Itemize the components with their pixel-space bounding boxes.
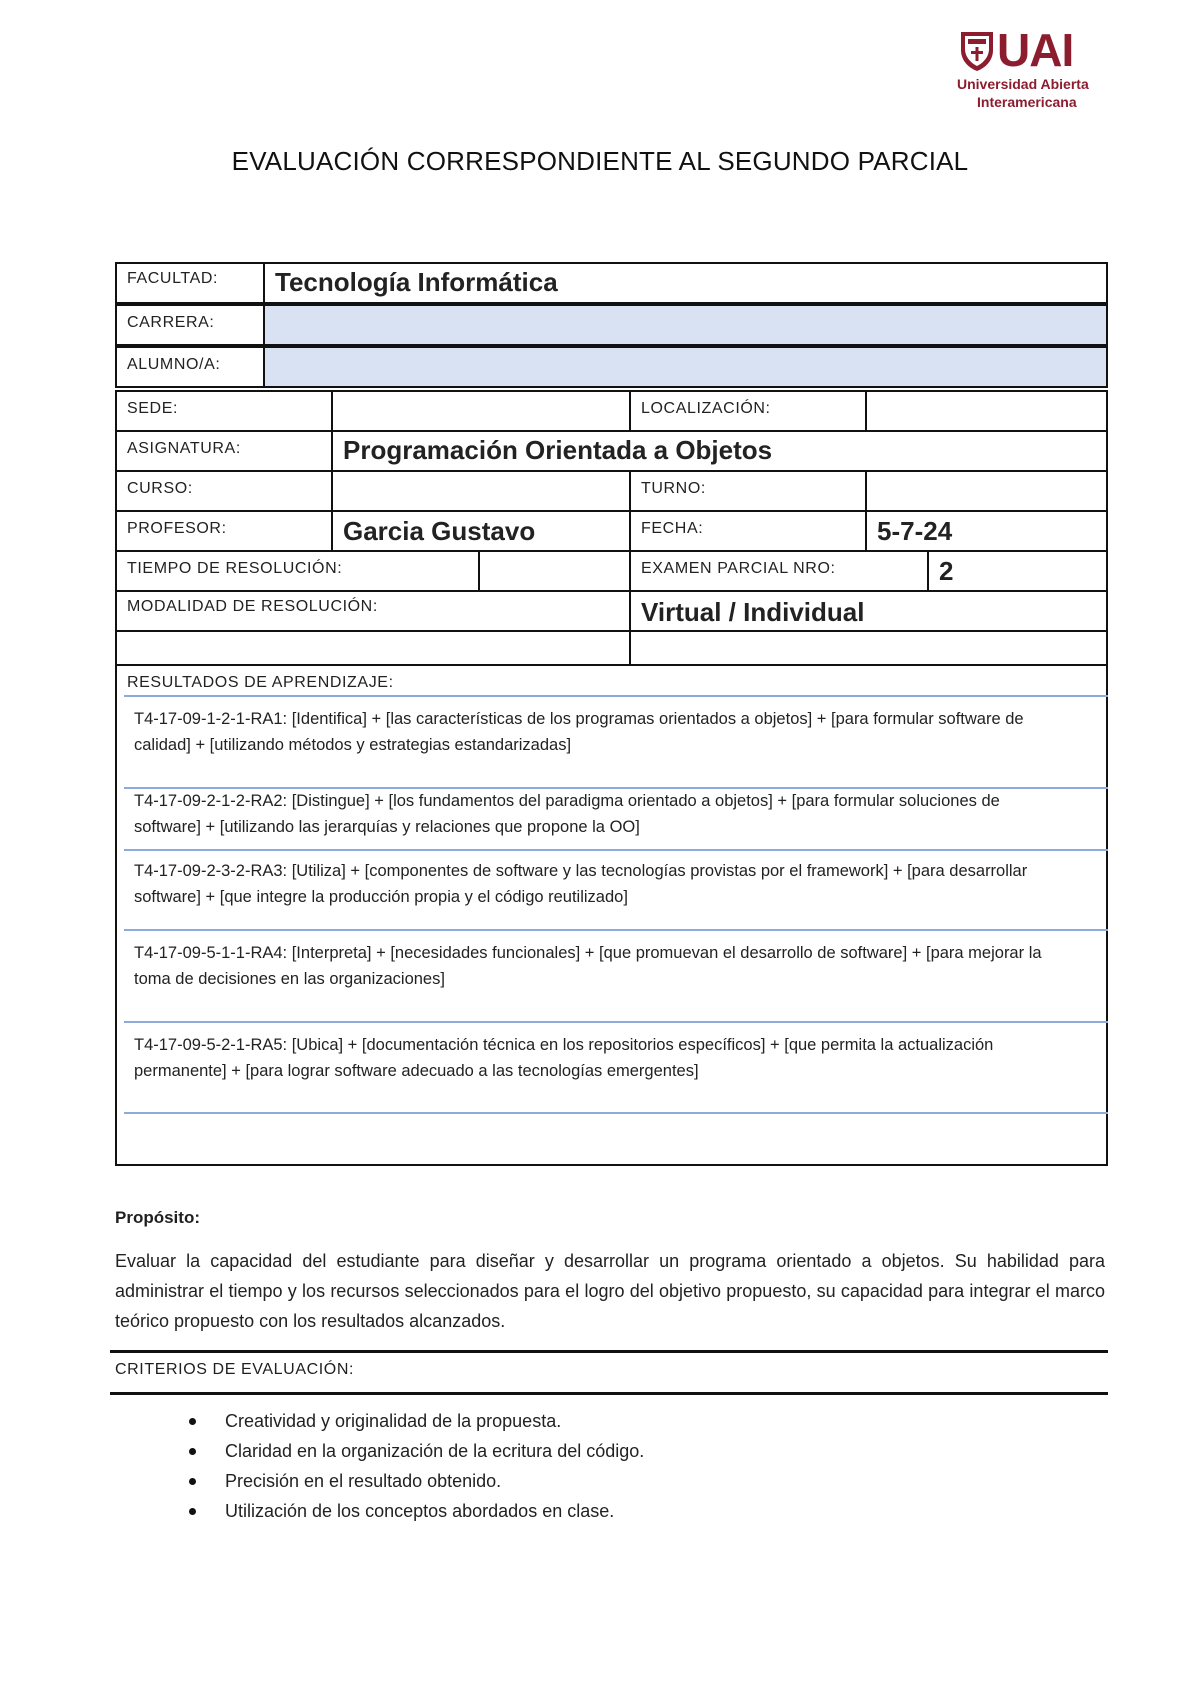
criterio-text: Utilización de los conceptos abordados en clase. (225, 1501, 615, 1521)
facultad-label: FACULTAD: (127, 270, 219, 287)
curso-label: CURSO: (127, 480, 193, 497)
localizacion-label-cell (629, 390, 867, 432)
profesor-value: Garcia Gustavo (343, 516, 536, 546)
asignatura-value: Programación Orientada a Objetos (343, 435, 773, 465)
resultados-divider (124, 929, 1108, 931)
resultado-line: toma de decisiones en las organizaciones] (134, 970, 445, 988)
bullet-icon (189, 1478, 196, 1485)
carrera-label-cell (115, 304, 265, 346)
turno-label: TURNO: (641, 480, 706, 497)
localizacion-label: LOCALIZACIÓN: (641, 400, 771, 417)
resultados-label: RESULTADOS DE APRENDIZAJE: (127, 674, 394, 691)
resultado-line: T4-17-09-1-2-1-RA1: [Identifica] + [las características de los programas orientados a objetos] + [para formular software de (134, 710, 1024, 728)
logo-mark: UAI (997, 24, 1074, 76)
profesor-label: PROFESOR: (127, 520, 227, 537)
tiempo-label-cell (115, 550, 480, 592)
sede-label: SEDE: (127, 400, 179, 417)
resultado-item (134, 940, 1099, 992)
empty-cell-left (115, 630, 631, 666)
resultado-line: calidad] + [utilizando métodos y estrategias estandarizadas] (134, 736, 572, 754)
resultado-line: T4-17-09-5-2-1-RA5: [Ubica] + [documentación técnica en los repositorios específicos] + [que permita la actualización (134, 1036, 994, 1054)
tiempo-input[interactable] (478, 550, 631, 592)
criterio-text: Claridad en la organización de la ecritura del código. (225, 1441, 645, 1461)
logo-line-2: Interamericana (977, 94, 1077, 110)
alumno-input[interactable] (263, 346, 1108, 388)
asignatura-value-cell (331, 430, 1108, 472)
asignatura-label-cell (115, 430, 333, 472)
fecha-value: 5-7-24 (877, 516, 953, 546)
university-logo (955, 24, 1105, 113)
bullet-icon (189, 1448, 196, 1455)
resultado-line: software] + [que integre la producción propia y el código reutilizado] (134, 888, 628, 906)
modalidad-label-cell (115, 590, 631, 632)
examen-value: 2 (939, 556, 954, 586)
resultados-divider (124, 1112, 1108, 1114)
criterio-text: Creatividad y originalidad de la propuesta. (225, 1411, 562, 1431)
criterios-top-rule (110, 1350, 1108, 1353)
shield-icon (959, 30, 995, 72)
modalidad-value: Virtual / Individual (641, 597, 865, 627)
resultado-item (134, 706, 1099, 758)
criterios-list (185, 1406, 644, 1526)
profesor-value-cell (331, 510, 631, 552)
alumno-label-cell (115, 346, 265, 388)
carrera-label: CARRERA: (127, 314, 215, 331)
criterio-text: Precisión en el resultado obtenido. (225, 1471, 502, 1491)
resultado-line: permanente] + [para lograr software adecuado a las tecnologías emergentes] (134, 1062, 699, 1080)
list-item (185, 1436, 644, 1466)
curso-label-cell (115, 470, 333, 512)
resultado-item (134, 858, 1099, 910)
proposito-text: Evaluar la capacidad del estudiante para diseñar y desarrollar un programa orientado a objetos. Su habilidad para administrar el tiempo y los recursos seleccionados para el logro del objetivo propuesto, su capacidad para integrar el marco teórico propuesto con los resultados alcanzados. (115, 1251, 1105, 1331)
examen-label-cell (629, 550, 929, 592)
alumno-label: ALUMNO/A: (127, 356, 221, 373)
resultado-item (134, 1032, 1099, 1084)
tiempo-label: TIEMPO DE RESOLUCIÓN: (127, 560, 343, 577)
fecha-label: FECHA: (641, 520, 704, 537)
resultado-line: T4-17-09-5-1-1-RA4: [Interpreta] + [necesidades funcionales] + [que promuevan el desarrollo de software] + [para mejorar la (134, 944, 1042, 962)
resultado-line: T4-17-09-2-1-2-RA2: [Distingue] + [los fundamentos del paradigma orientado a objetos] + [para formular soluciones de (134, 792, 1000, 810)
modalidad-value-cell (629, 590, 1108, 632)
carrera-input[interactable] (263, 304, 1108, 346)
resultado-item (134, 788, 1099, 840)
localizacion-input[interactable] (865, 390, 1108, 432)
asignatura-label: ASIGNATURA: (127, 440, 241, 457)
sede-label-cell (115, 390, 333, 432)
facultad-value: Tecnología Informática (275, 267, 558, 297)
criterios-bottom-rule (110, 1392, 1108, 1395)
examen-value-cell (927, 550, 1108, 592)
bullet-icon (189, 1508, 196, 1515)
list-item (185, 1406, 644, 1436)
turno-input[interactable] (865, 470, 1108, 512)
list-item (185, 1496, 644, 1526)
resultado-line: software] + [utilizando las jerarquías y relaciones que propone la OO] (134, 818, 640, 836)
document-title: EVALUACIÓN CORRESPONDIENTE AL SEGUNDO PARCIAL (231, 146, 969, 176)
sede-input[interactable] (331, 390, 631, 432)
fecha-label-cell (629, 510, 867, 552)
facultad-label-cell (115, 262, 265, 304)
fecha-value-cell (865, 510, 1108, 552)
turno-label-cell (629, 470, 867, 512)
empty-cell-right (629, 630, 1108, 666)
profesor-label-cell (115, 510, 333, 552)
list-item (185, 1466, 644, 1496)
examen-label: EXAMEN PARCIAL NRO: (641, 560, 836, 577)
modalidad-label: MODALIDAD DE RESOLUCIÓN: (127, 598, 378, 615)
curso-input[interactable] (331, 470, 631, 512)
criterios-heading: CRITERIOS DE EVALUACIÓN: (115, 1361, 355, 1378)
proposito-heading: Propósito: (115, 1208, 200, 1227)
resultados-divider (124, 1021, 1108, 1023)
resultado-line: T4-17-09-2-3-2-RA3: [Utiliza] + [componentes de software y las tecnologías provistas por el framework] + [para desarrollar (134, 862, 1028, 880)
resultados-divider (124, 695, 1108, 697)
facultad-value-cell (263, 262, 1108, 304)
resultados-divider (124, 849, 1108, 851)
bullet-icon (189, 1418, 196, 1425)
logo-line-1: Universidad Abierta (957, 76, 1089, 92)
